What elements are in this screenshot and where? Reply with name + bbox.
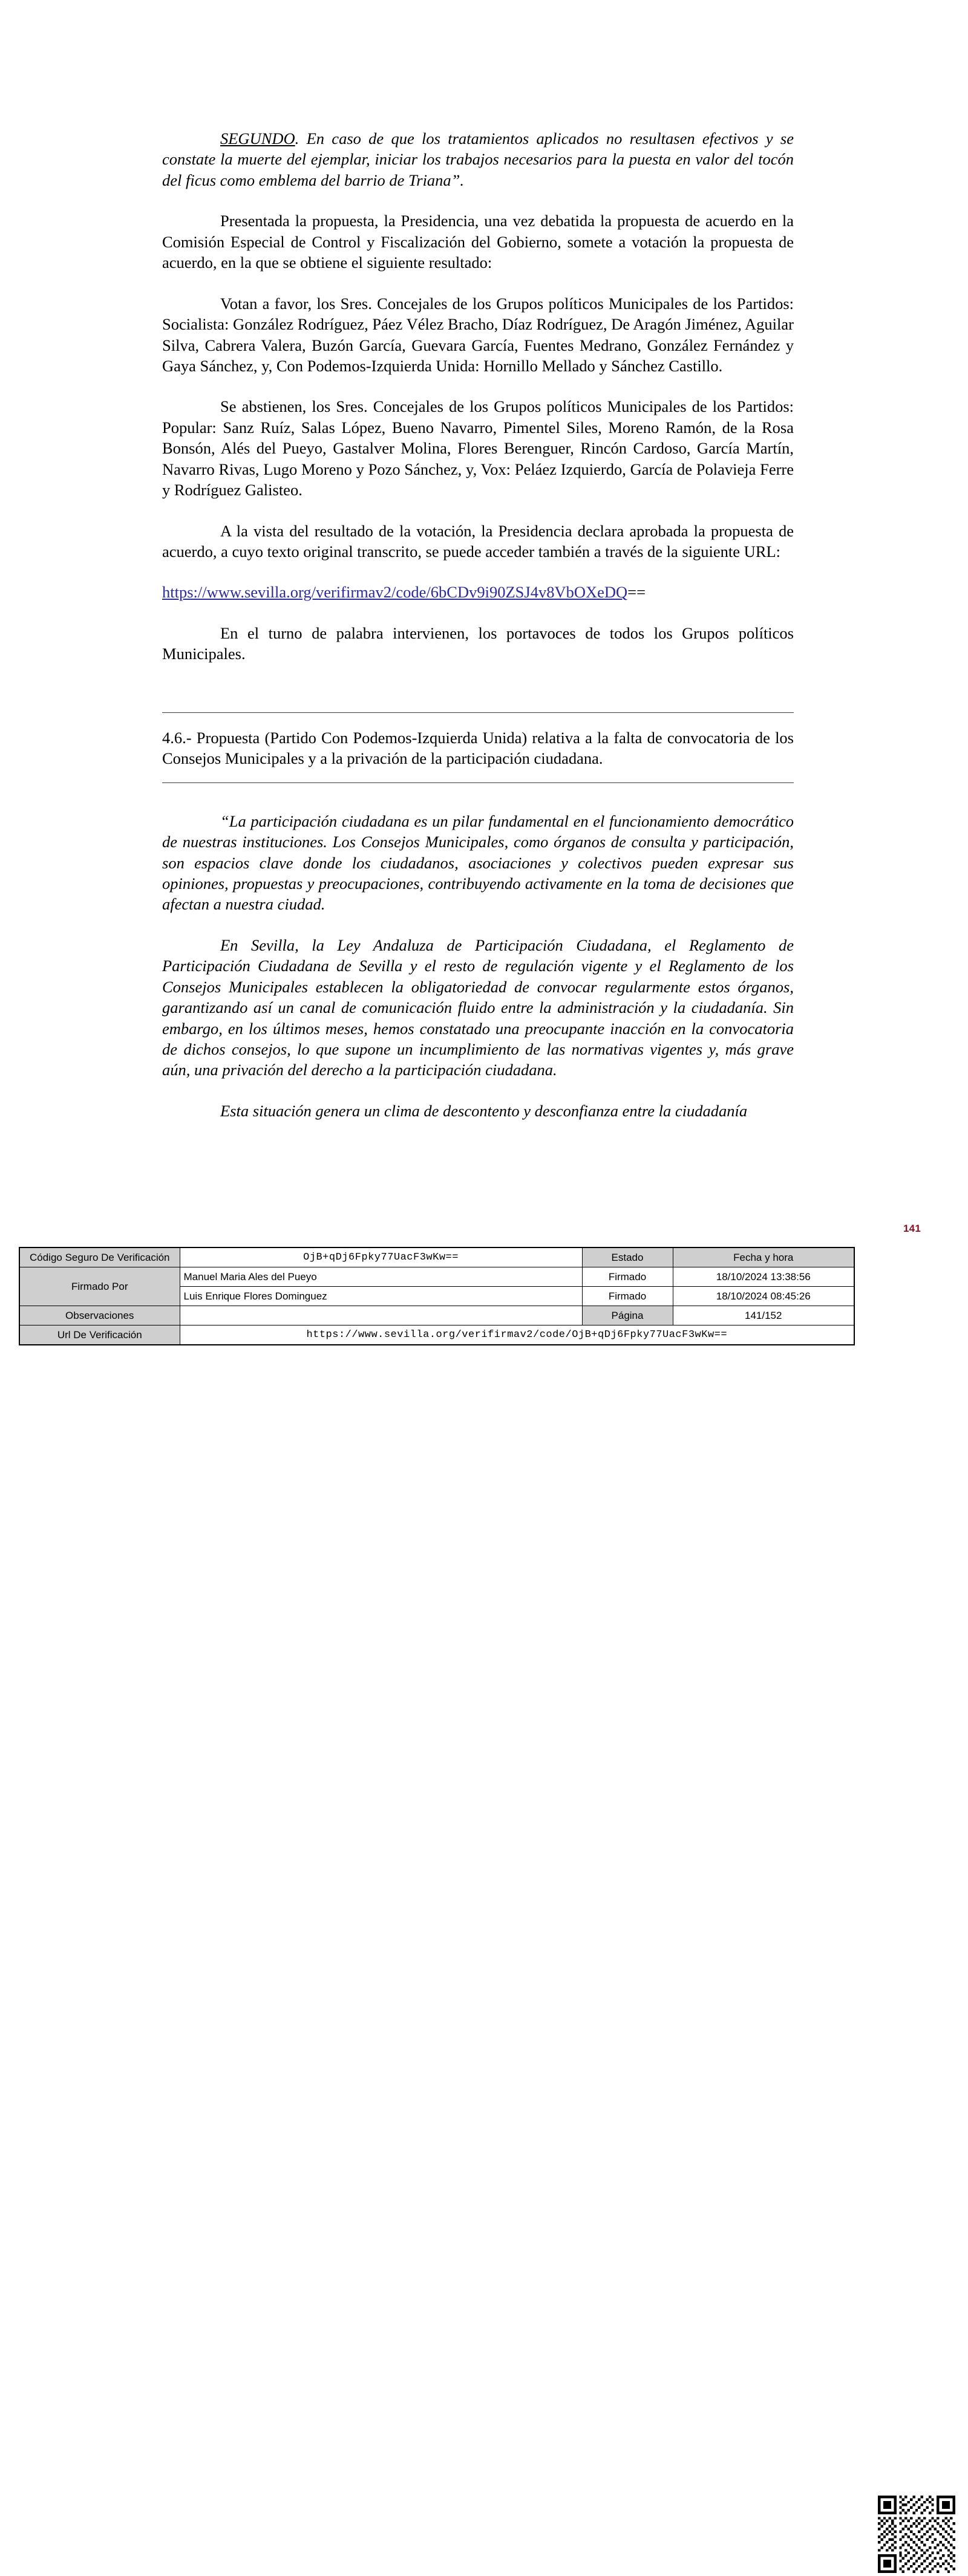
paragraph-segundo [162, 128, 794, 190]
value-signer-1-fecha: 18/10/2024 13:38:56 [673, 1267, 854, 1287]
paragraph-presentada: Presentada la propuesta, la Presidencia, una vez debatida la propuesta de acuerdo en la Comisión Especial de Control y Fiscalización del Gobierno, somete a votación la propuesta de acuerdo, en la que se obtiene el siguiente resultado: [162, 212, 794, 272]
value-signer-1-estado: Firmado [582, 1267, 673, 1287]
value-signer-2-name: Luis Enrique Flores Dominguez [180, 1287, 582, 1306]
table-row-signer-1 [19, 1267, 854, 1287]
quoted-paragraph-3: Esta situación genera un clima de descontento y desconfianza entre la ciudadanía [220, 1101, 748, 1120]
signature-footer [19, 1247, 950, 1345]
label-url-verificacion: Url De Verificación [19, 1325, 180, 1345]
paragraph-turno-palabra: En el turno de palabra intervienen, los portavoces de todos los Grupos políticos Municipales. [162, 623, 794, 663]
spacer-after-section [162, 783, 794, 811]
value-signer-2-fecha: 18/10/2024 08:45:26 [673, 1287, 854, 1306]
label-csv: Código Seguro De Verificación [19, 1247, 180, 1267]
value-url-verificacion[interactable]: https://www.sevilla.org/verifirmav2/code/OjB+qDj6Fpky77UacF3wKw== [180, 1325, 854, 1345]
segundo-keyword: SEGUNDO [220, 129, 295, 148]
paragraph-vista-resultado: A la vista del resultado de la votación, la Presidencia declara aprobada la propuesta de acuerdo, a cuyo texto original transcrito, se puede acceder también a través de la siguiente URL: [162, 521, 794, 561]
quoted-paragraph-1: “La participación ciudadana es un pilar fundamental en el funcionamiento democrático de nuestras instituciones. Los Consejos Municipales, como órganos de consulta y participación, son espacios clave donde los ciudadanos, asociaciones y colectivos pueden expresar sus opiniones, propuestas y preocupaciones, contribuyendo activamente en la toma de decisiones que afectan a nuestra ciudad. [162, 812, 794, 914]
value-csv: OjB+qDj6Fpky77UacF3wKw== [180, 1247, 582, 1267]
value-observaciones [180, 1306, 582, 1325]
header-fecha-hora: Fecha y hora [673, 1247, 854, 1267]
header-estado: Estado [582, 1247, 673, 1267]
header-pagina: Página [582, 1306, 673, 1325]
value-signer-1-name: Manuel Maria Ales del Pueyo [180, 1267, 582, 1287]
quoted-paragraph-2: En Sevilla, la Ley Andaluza de Participación Ciudadana, el Reglamento de Participación Ciudadana de Sevilla y el resto de regulación vigente y el Reglamento de los Consejos Municipales establecen la obligatoriedad de convocar regularmente estos órganos, garantizando así un canal de comunicación fluido entre la administración y la ciudadanía. Sin embargo, en los últimos meses, hemos constatado una preocupante inacción en la convocatoria de dichos consejos, lo que supone un incumplimiento de las normativas vigentes y, más grave aún, una privación del derecho a la participación ciudadana. [162, 935, 794, 1079]
paragraph-segundo-text: . En caso de que los tratamientos aplicados no resultasen efectivos y se constate la muerte del ejemplar, iniciar los trabajos necesarios para la puesta en valor del tocón del ficus como emblema del barrio de Triana”. [162, 129, 794, 189]
section-heading-4-6: 4.6.- Propuesta (Partido Con Podemos-Izquierda Unida) relativa a la falta de convocatoria de los Consejos Municipales y a la privación de la participación ciudadana. [162, 728, 794, 768]
verification-url-link[interactable]: https://www.sevilla.org/verifirmav2/code/6bCDv9i90ZSJ4v8VbOXeDQ [162, 583, 628, 602]
page-number-marker: 141 [903, 1223, 921, 1234]
label-firmado-por: Firmado Por [19, 1267, 180, 1306]
table-row-observaciones [19, 1306, 854, 1325]
signature-table [19, 1247, 855, 1345]
value-pagina: 141/152 [673, 1306, 854, 1325]
table-row-csv [19, 1247, 854, 1267]
qr-code-icon [878, 2496, 955, 2573]
label-observaciones: Observaciones [19, 1306, 180, 1325]
table-row-url-verificacion [19, 1325, 854, 1345]
qr-code-svg [878, 2496, 955, 2573]
document-body [162, 128, 794, 1141]
spacer-before-section [162, 685, 794, 712]
paragraph-votan-a-favor: Votan a favor, los Sres. Concejales de los Grupos políticos Municipales de los Partidos: Socialista: González Rodríguez, Páez Vélez Bracho, Díaz Rodríguez, De Aragón Jiménez, Aguilar Silva, Cabrera Valera, Buzón García, Guevara García, Fuentes Medrano, González Fernández y Gaya Sánchez, y, Con Podemos-Izquierda Unida: Hornillo Mellado y Sánchez Castillo. [162, 294, 794, 375]
verification-url-suffix: == [627, 583, 646, 602]
value-signer-2-estado: Firmado [582, 1287, 673, 1306]
verification-url-line [162, 582, 794, 602]
paragraph-se-abstienen: Se abstienen, los Sres. Concejales de los Grupos políticos Municipales de los Partidos: Popular: Sanz Ruíz, Salas López, Bueno Navarro, Pimentel Siles, Moreno Ramón, de la Rosa Bonsón, Alés del Pueyo, Gastalver Molina, Flores Berenguer, Rincón Cardoso, García Martín, Navarro Rivas, Lugo Moreno y Pozo Sánchez, y, Vox: Peláez Izquierdo, García de Polavieja Ferre y Rodríguez Galisteo. [162, 397, 794, 499]
